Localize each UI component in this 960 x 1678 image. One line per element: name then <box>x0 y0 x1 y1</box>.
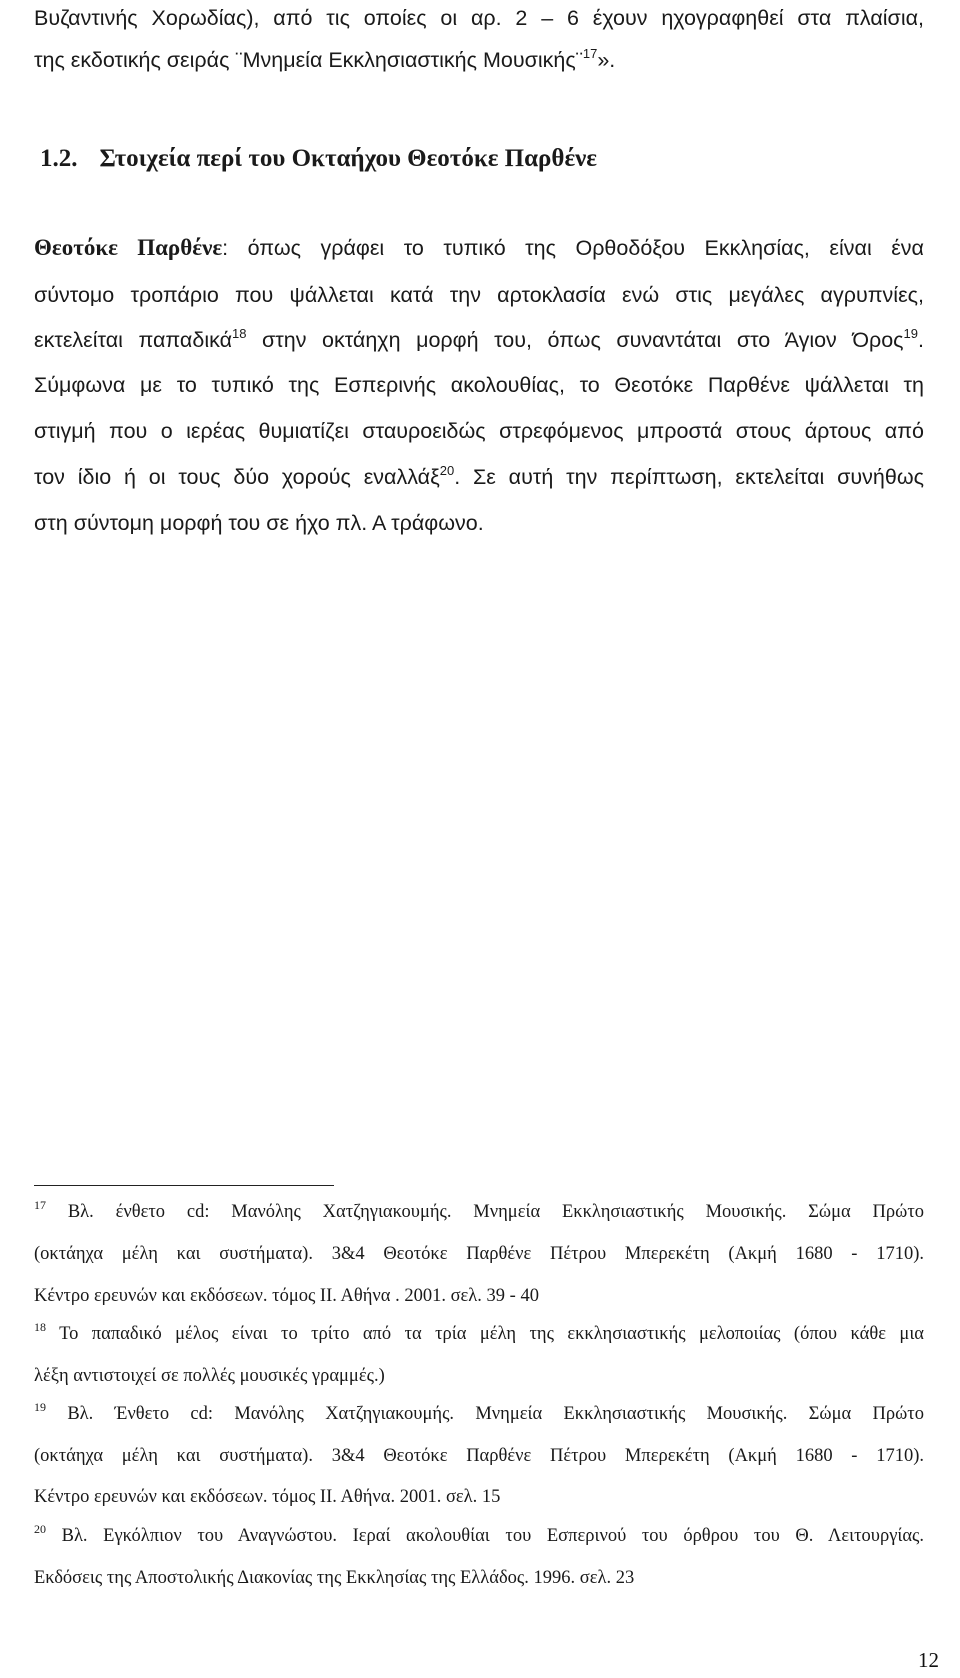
footnote-number: 19 <box>34 1400 46 1414</box>
footnote-line: Κέντρο ερευνών και εκδόσεων. τόμος ΙΙ. Αθήνα . 2001. σελ. 39 - 40 <box>34 1286 539 1306</box>
footnote-line: λέξη αντιστοιχεί σε πολλές μουσικές γραμμές.) <box>34 1366 385 1386</box>
footnote-ref-17[interactable]: 17 <box>582 46 598 61</box>
section-number: 1.2. <box>40 145 78 172</box>
footnote-number: 17 <box>34 1198 46 1212</box>
term-theotoke-parthene: Θεοτόκε Παρθένε <box>34 235 223 260</box>
footnote-line: Κέντρο ερευνών και εκδόσεων. τόμος ΙΙ. Αθήνα. 2001. σελ. 15 <box>34 1487 501 1507</box>
intro-line-2: της εκδοτικής σειράς ¨Μνημεία Εκκλησιαστικής Μουσικής¨$^{17}$». <box>34 46 616 72</box>
paragraph-line-4: Σύμφωνα με το τυπικό της Εσπερινής ακολουθίας, το Θεοτόκε Παρθένε ψάλλεται τη <box>34 373 924 397</box>
footnote-line: Εκδόσεις της Αποστολικής Διακονίας της Εκκλησίας της Ελλάδος. 1996. σελ. 23 <box>34 1568 635 1588</box>
intro-line-1: Βυζαντινής Χορωδίας), από τις οποίες οι αρ. 2 – 6 έχουν ηχογραφηθεί στα πλαίσια, <box>34 6 924 30</box>
paragraph-line-2: σύντομο τροπάριο που ψάλλεται κατά την αρτοκλασία ενώ στις μεγάλες αγρυπνίες, <box>34 283 924 307</box>
footnote-number: 18 <box>34 1320 46 1334</box>
footnote-number: 20 <box>34 1522 46 1536</box>
section-heading <box>34 145 597 173</box>
section-title: Στοιχεία περί του Οκταήχου Θεοτόκε Παρθένε <box>99 145 597 172</box>
footnote-ref-20[interactable]: 20 <box>439 463 455 478</box>
footnote-separator <box>34 1185 334 1186</box>
footnote-line: (οκτάηχα μέλη και συστήματα). 3&4 Θεοτόκε Παρθένε Πέτρου Μπερεκέτη (Ακμή 1680 - 1710). <box>34 1244 924 1264</box>
paragraph-line-3: εκτελείται παπαδικά$^{18}$ στην οκτάηχη μορφή του, όπως συναντάται στο Άγιον Όρος$^{19}$. <box>34 326 924 352</box>
page-number: 12 <box>918 1648 939 1672</box>
paragraph-line-7: στη σύντομη μορφή του σε ήχο πλ. Α τράφωνο. <box>34 511 484 535</box>
document-page: Βυζαντινής Χορωδίας), από τις οποίες οι αρ. 2 – 6 έχουν ηχογραφηθεί στα πλαίσια, της εκδοτικής σειράς ¨Μνημεία Εκκλησιαστικής Μουσικής¨$^{17}$». 1.2. Στοιχεία περί του Οκταήχου Θεοτόκε Παρθένε Θεοτόκε Παρθένε: όπως γράφει το τυπικό της Ορθοδόξου Εκκλησίας, είναι ένα σύντομο τροπάριο που ψάλλεται κατά την αρτοκλασία ενώ στις μεγάλες αγρυπνίες, εκτελείται παπαδικά$^{18}$ στην οκτάηχη μορφή του, όπως συναντάται στο Άγιον Όρος$^{19}$. Σύμφωνα με το τυπικό της Εσπερινής ακολουθίας, το Θεοτόκε Παρθένε ψάλλεται τη στιγμή που ο ιερέας θυμιατίζει σταυροειδώς στρεφόμενος μπροστά στους άρτους από τον ίδιο ή οι τους δύο χορούς εναλλάξ$^{20}$. Σε αυτή την περίπτωση, εκτελείται συνήθως στη σύντομη μορφή του σε ήχο πλ. Α τράφωνο. $^{17}$ Βλ. ένθετο cd: Μανόλης Χατζηγιακουμής. Μνημεία Εκκλησιαστικής Μουσικής. Σώμα Πρώτο (οκτάηχα μέλη και συστήματα). 3&4 Θεοτόκε Παρθένε Πέτρου Μπερεκέτη (Ακμή 1680 - 1710). Κέντρο ερευνών και εκδόσεων. τόμος ΙΙ. Αθήνα . 2001. σελ. 39 - 40 $^{18}$ Το παπαδικό μέλος είναι το τρίτο από τα τρία μέλη της εκκλησιαστικής μελοποιίας (όπου κάθε μια λέξη αντιστοιχεί σε πολλές μουσικές γραμμές.) $^{19}$ Βλ. Ένθετο cd: Μανόλης Χατζηγιακουμής. Μνημεία Εκκλησιαστικής Μουσικής. Σώμα Πρώτο (οκτάηχα μέλη και συστήματα). 3&4 Θεοτόκε Παρθένε Πέτρου Μπερεκέτη (Ακμή 1680 - 1710). Κέντρο ερευνών και εκδόσεων. τόμος ΙΙ. Αθήνα. 2001. σελ. 15 $^{20}$ Βλ. Εγκόλπιον του Αναγνώστου. Ιεραί ακολουθίαι του Εσπερινού του όρθρου του Θ. Λειτουργίας. Εκδόσεις της Αποστολικής Διακονίας της Εκκλησίας της Ελλάδος. 1996. σελ. 23 12 <box>34 6 939 1672</box>
paragraph-line-1: Θεοτόκε Παρθένε: όπως γράφει το τυπικό της Ορθοδόξου Εκκλησίας, είναι ένα <box>34 235 924 260</box>
paragraph-line-6: τον ίδιο ή οι τους δύο χορούς εναλλάξ$^{20}$. Σε αυτή την περίπτωση, εκτελείται συνήθως <box>34 463 924 489</box>
footnote-ref-18[interactable]: 18 <box>232 326 247 341</box>
paragraph-line-5: στιγμή που ο ιερέας θυμιατίζει σταυροειδώς στρεφόμενος μπροστά στους άρτους από <box>34 419 924 443</box>
footnote-line: (οκτάηχα μέλη και συστήματα). 3&4 Θεοτόκε Παρθένε Πέτρου Μπερεκέτη (Ακμή 1680 - 1710). <box>34 1446 924 1466</box>
footnote-ref-19[interactable]: 19 <box>903 326 919 341</box>
